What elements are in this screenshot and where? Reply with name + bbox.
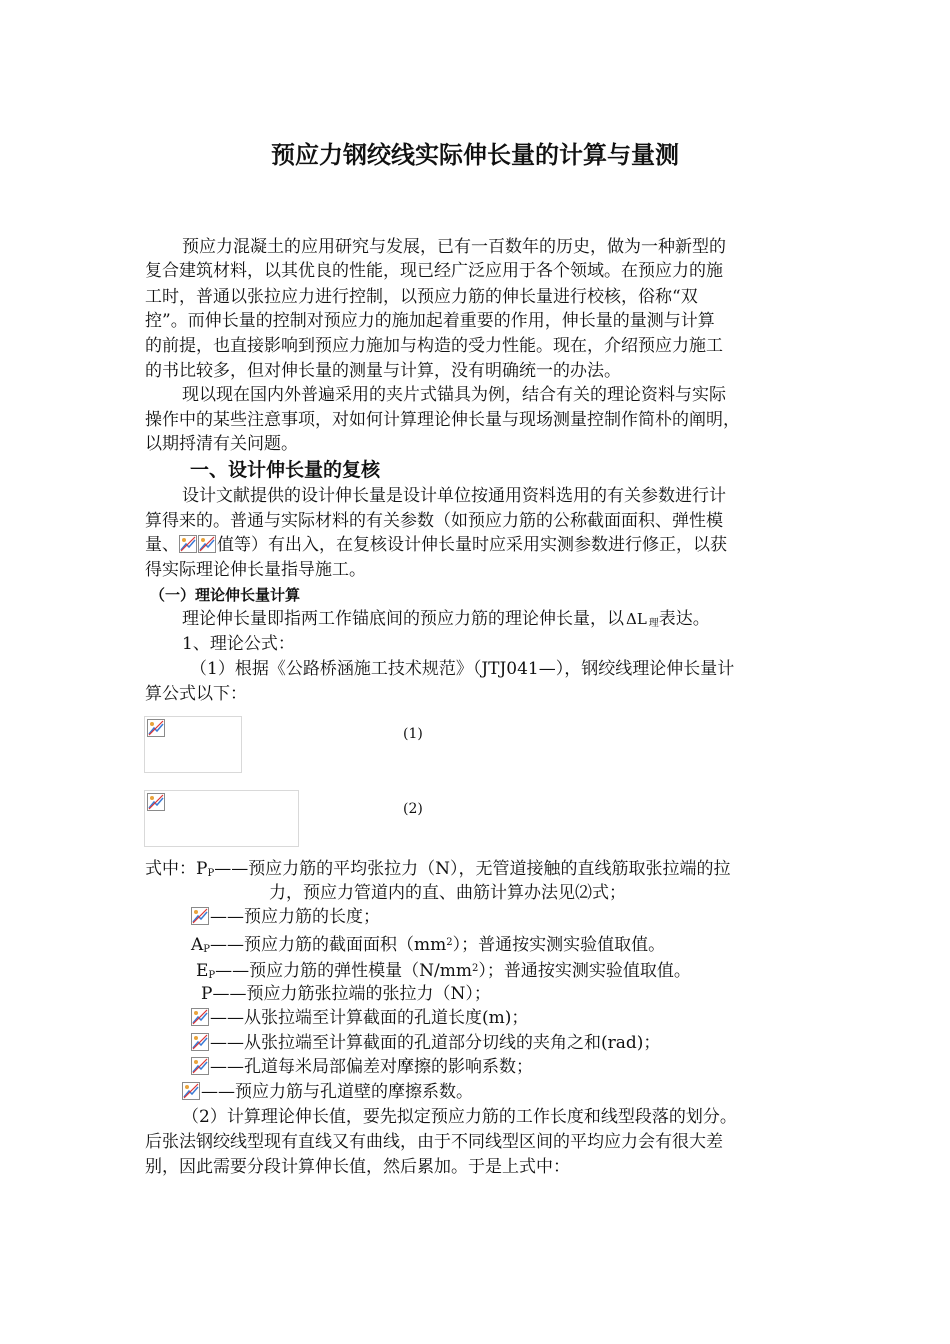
intro-line-2: 复合建筑材料，以其优良的性能，现已经广泛应用于各个领域。在预应力的施: [145, 261, 723, 281]
ap-superscript: 2: [446, 937, 453, 948]
def-theta: [191, 1032, 660, 1054]
calc-line-2: 后张法钢绞线型现有直线又有曲线，由于不同线型区间的平均应力会有很大差: [145, 1132, 723, 1152]
intro-line-1: 预应力混凝土的应用研究与发展，已有一百数年的历史，做为一种新型的: [182, 237, 726, 257]
broken-image-icon: [191, 1008, 209, 1026]
calc-line-1: （2）计算理论伸长值，要先拟定预应力筋的工作长度和线型段落的划分。: [182, 1107, 737, 1127]
broken-image-icon: [191, 1033, 209, 1051]
ep-text: ——预应力筋的弹性模量（N/mm: [215, 961, 472, 981]
pp-subscript: P: [207, 868, 215, 879]
broken-image-icon: [179, 535, 197, 553]
formula-label: 1、理论公式：: [182, 634, 295, 654]
broken-image-icon: [182, 1082, 200, 1100]
intro-line-5: 的前提，也直接影响到预应力施加与构造的受力性能。现在，介绍预应力施工: [145, 336, 723, 356]
broken-image-icon: [191, 1057, 209, 1075]
intro-line-9: 以期捋清有关问题。: [145, 434, 298, 454]
def-x: [191, 1007, 528, 1029]
def-pp: [145, 858, 731, 885]
subsection-heading: （一）理论伸长量计算: [150, 586, 301, 604]
ep-subscript: P: [208, 970, 216, 981]
def-mu: [182, 1081, 473, 1103]
intro-line-8: 操作中的某些注意事项，对如何计算理论伸长量与现场测量控制作简朴的阐明，: [145, 410, 740, 430]
intro-line-4: 控”。而伸长量的控制对预应力的施加起着重要的作用，伸长量的量测与计算: [145, 311, 715, 331]
calc-line-3: 别，因此需要分段计算伸长值，然后累加。于是上式中：: [145, 1157, 570, 1177]
subsection-line-1-text: 理论伸长量即指两工作锚底间的预应力筋的理论伸长量，以: [182, 609, 624, 629]
def-p: P——预应力筋张拉端的张拉力（N）；: [201, 984, 491, 1004]
mu-text: ——预应力筋与孔道壁的摩擦系数。: [201, 1082, 473, 1102]
ep-symbol: E: [196, 961, 209, 981]
section-line-2: 算得来的。普通与实际材料的有关参数（如预应力筋的公称截面面积、弹性模: [145, 511, 723, 531]
equation-1-image: [144, 716, 242, 773]
section-line-3: [145, 534, 727, 556]
section-line-3-text: 值等）有出入，在复核设计伸长量时应采用实测参数进行修正，以获: [217, 535, 727, 555]
ap-text: ——预应力筋的截面面积（mm: [210, 935, 447, 955]
section-line-3-prefix: 量、: [145, 535, 179, 555]
equation-1-number: (1): [403, 726, 423, 742]
subsection-line-1: [182, 608, 710, 635]
def-l: [191, 906, 380, 928]
pp-symbol: P: [196, 859, 208, 879]
ap-text-2: ）；普通按实测实验值取值。: [452, 935, 666, 955]
delta-symbol: ΔL: [626, 610, 647, 628]
ep-text-2: ）；普通按实测实验值取值。: [478, 961, 691, 981]
pp-text: ——预应力筋的平均张拉力（N），无管道接触的直线筋取张拉端的拉: [214, 859, 731, 879]
equation-2-number: (2): [403, 801, 423, 817]
def-k: [191, 1056, 533, 1078]
formula-line-2: 算公式以下：: [145, 684, 247, 704]
ep-superscript: 2: [472, 963, 479, 974]
broken-image-icon: [147, 793, 165, 811]
theta-text: ——从张拉端至计算截面的孔道部分切线的夹角之和(rad)；: [210, 1033, 661, 1053]
broken-image-icon: [147, 719, 165, 737]
intro-line-7: 现以现在国内外普遍采用的夹片式锚具为例，结合有关的理论资料与实际: [182, 385, 726, 405]
section-heading: 一、设计伸长量的复核: [190, 459, 381, 481]
delta-subscript: 理: [648, 618, 659, 629]
section-line-4: 得实际理论伸长量指导施工。: [145, 560, 366, 580]
x-text: ——从张拉端至计算截面的孔道长度(m)；: [210, 1008, 529, 1028]
ap-subscript: P: [203, 944, 211, 955]
page-title: 预应力钢绞线实际伸长量的计算与量测: [271, 141, 679, 169]
section-line-1: 设计文献提供的设计伸长量是设计单位按通用资料选用的有关参数进行计: [182, 486, 726, 506]
intro-line-3: 工时，普通以张拉应力进行控制，以预应力筋的伸长量进行校核，俗称“双: [145, 287, 698, 307]
def-ap: [191, 932, 665, 961]
k-text: ——孔道每米局部偏差对摩擦的影响系数；: [210, 1057, 533, 1077]
subsection-line-1-end: 表达。: [658, 609, 710, 629]
def-pp-cont: 力，预应力管道内的直、曲筋计算办法见⑵式；: [269, 883, 626, 903]
equation-2-image: [144, 790, 299, 847]
ap-symbol: A: [191, 935, 204, 955]
intro-line-6: 的书比较多，但对伸长量的测量与计算，没有明确统一的办法。: [145, 361, 621, 381]
broken-image-icon: [191, 907, 209, 925]
def-intro: 式中：: [145, 859, 196, 879]
l-text: ——预应力筋的长度；: [210, 907, 380, 927]
formula-line-1: （1）根据《公路桥涵施工技术规范》（JTJ041—），钢绞线理论伸长量计: [190, 659, 735, 679]
broken-image-icon: [198, 535, 216, 553]
